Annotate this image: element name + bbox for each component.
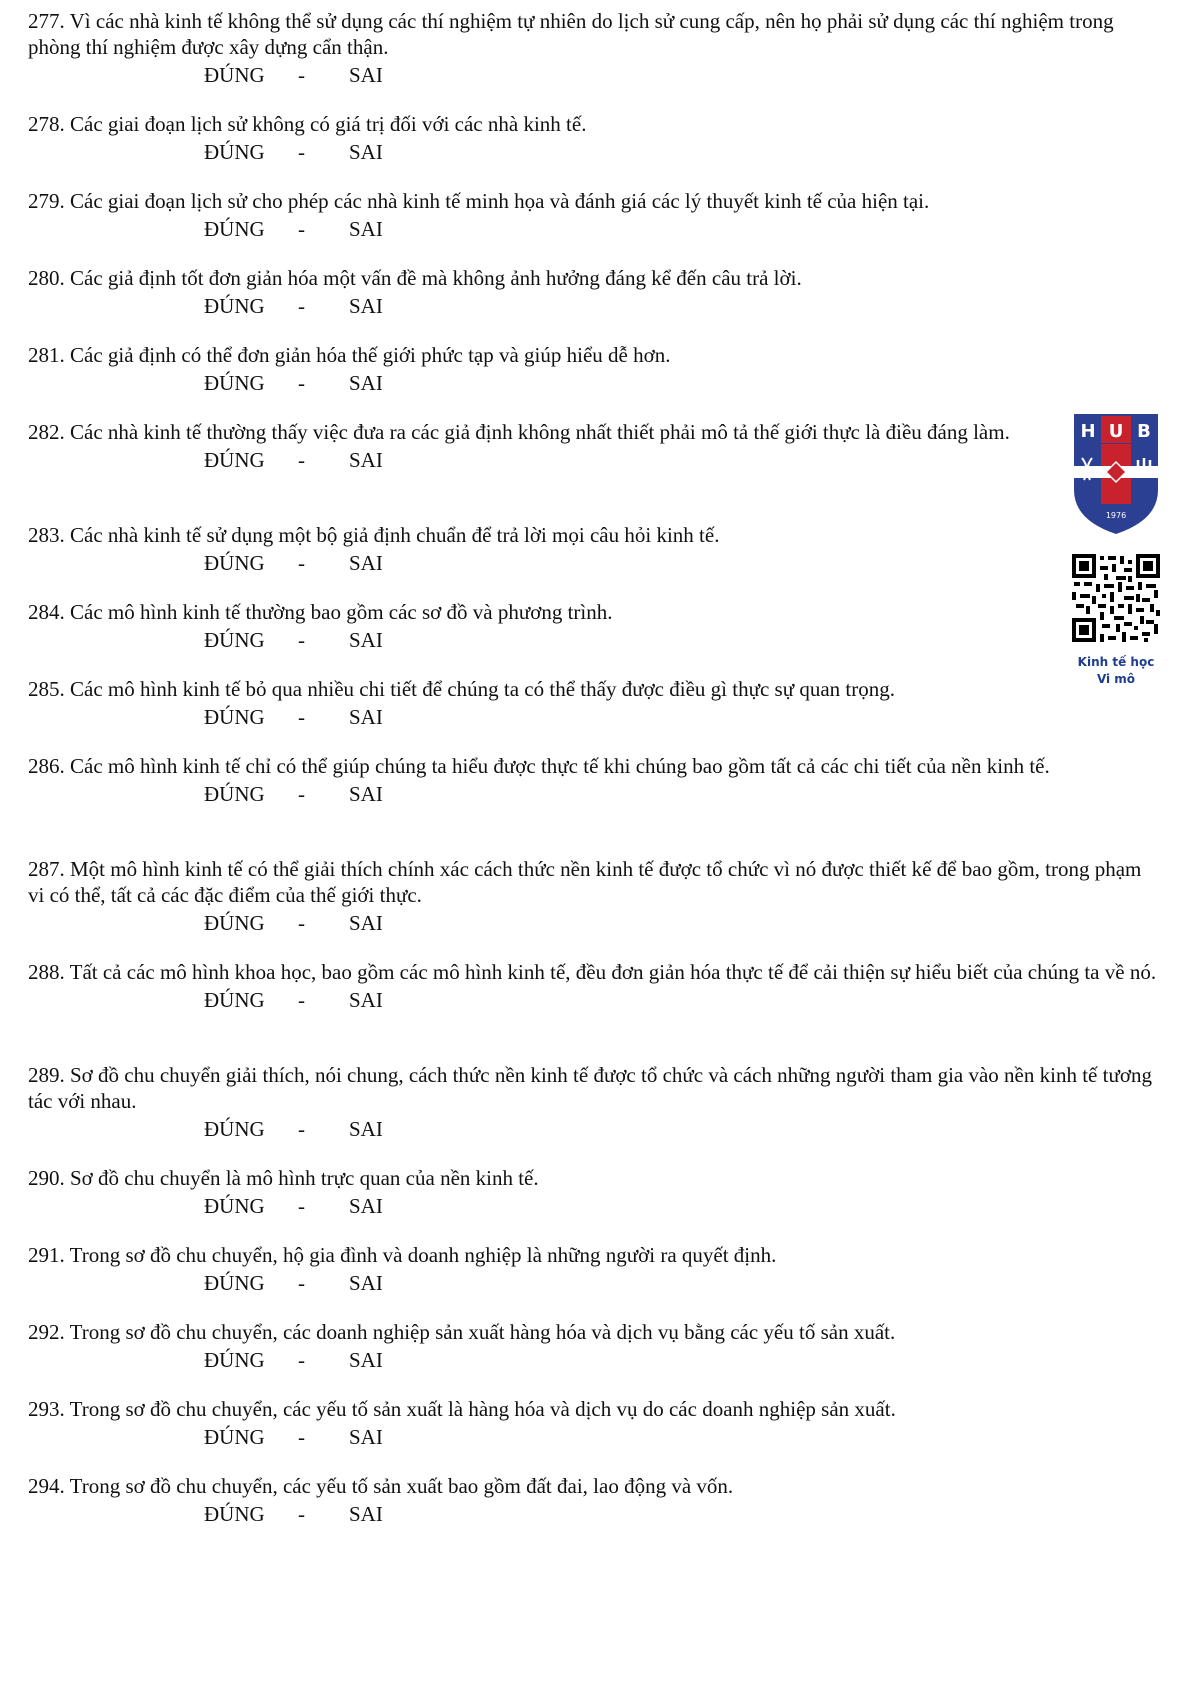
- question-292: [28, 1319, 1158, 1373]
- question-text: 291. Trong sơ đồ chu chuyển, hộ gia đình và doanh nghiệp là những người ra quyết định.: [28, 1243, 777, 1267]
- answer-dash: -: [298, 551, 305, 575]
- answer-true: ĐÚNG: [204, 988, 265, 1012]
- question-text: 288. Tất cả các mô hình khoa học, bao gồm các mô hình kinh tế, đều đơn giản hóa thực tế để cải thiện sự hiểu biết của chúng ta về nó.: [28, 960, 1157, 984]
- caption-line-2: Vi mô: [1096, 672, 1136, 686]
- question-290: [28, 1165, 1158, 1219]
- answer-false: SAI: [349, 1502, 383, 1526]
- answer-false: SAI: [349, 1271, 383, 1295]
- answer-dash: -: [298, 1117, 305, 1141]
- answer-options: [204, 627, 1038, 653]
- question-text: 284. Các mô hình kinh tế thường bao gồm các sơ đồ và phương trình.: [28, 600, 613, 624]
- answer-dash: -: [298, 705, 305, 729]
- answer-true: ĐÚNG: [204, 448, 265, 472]
- answer-true: ĐÚNG: [204, 1117, 265, 1141]
- answer-dash: -: [298, 911, 305, 935]
- answer-false: SAI: [349, 63, 383, 87]
- answer-dash: -: [298, 1348, 305, 1372]
- answer-false: SAI: [349, 294, 383, 318]
- answer-options: [204, 550, 1038, 576]
- answer-dash: -: [298, 217, 305, 241]
- answer-options: [204, 1347, 1158, 1373]
- question-288: [28, 959, 1158, 1013]
- answer-true: ĐÚNG: [204, 371, 265, 395]
- answer-dash: -: [298, 1271, 305, 1295]
- answer-false: SAI: [349, 1194, 383, 1218]
- answer-dash: -: [298, 448, 305, 472]
- question-293: [28, 1396, 1158, 1450]
- answer-dash: -: [298, 1502, 305, 1526]
- answer-false: SAI: [349, 1348, 383, 1372]
- answer-true: ĐÚNG: [204, 217, 265, 241]
- logo-letter-b: B: [1137, 421, 1151, 442]
- answer-false: SAI: [349, 911, 383, 935]
- answer-options: [204, 781, 1158, 807]
- answer-true: ĐÚNG: [204, 911, 265, 935]
- answer-dash: -: [298, 988, 305, 1012]
- answer-false: SAI: [349, 1425, 383, 1449]
- answer-false: SAI: [349, 217, 383, 241]
- answer-dash: -: [298, 1425, 305, 1449]
- question-text: 281. Các giả định có thể đơn giản hóa thế giới phức tạp và giúp hiểu dễ hơn.: [28, 343, 671, 367]
- caption-line-1: Kinh tế học: [1077, 655, 1155, 669]
- question-text: 285. Các mô hình kinh tế bỏ qua nhiều chi tiết để chúng ta có thể thấy được điều gì thực sự quan trọng.: [28, 677, 895, 701]
- question-286: [28, 753, 1158, 807]
- answer-false: SAI: [349, 371, 383, 395]
- answer-options: [204, 1193, 1158, 1219]
- logo-letter-h: H: [1080, 421, 1096, 442]
- question-text: 287. Một mô hình kinh tế có thể giải thích chính xác cách thức nền kinh tế được tổ chức vì nó được thiết kế để bao gồm, trong phạm vi có thể, tất cả các đặc điểm của thế giới thực.: [28, 857, 1142, 907]
- question-283: [28, 522, 1038, 576]
- answer-options: [204, 987, 1158, 1013]
- question-text: 292. Trong sơ đồ chu chuyển, các doanh nghiệp sản xuất hàng hóa và dịch vụ bằng các yếu tố sản xuất.: [28, 1320, 896, 1344]
- answer-false: SAI: [349, 988, 383, 1012]
- answer-options: [204, 293, 1158, 319]
- question-text: 290. Sơ đồ chu chuyển là mô hình trực quan của nền kinh tế.: [28, 1166, 539, 1190]
- question-text: 289. Sơ đồ chu chuyển giải thích, nói chung, cách thức nền kinh tế được tổ chức và cách những người tham gia vào nền kinh tế tương tác với nhau.: [28, 1063, 1152, 1113]
- question-289: [28, 1062, 1158, 1142]
- question-text: 278. Các giai đoạn lịch sử không có giá trị đối với các nhà kinh tế.: [28, 112, 587, 136]
- answer-false: SAI: [349, 551, 383, 575]
- qr-code: [1070, 552, 1162, 644]
- question-text: 280. Các giả định tốt đơn giản hóa một vấn đề mà không ảnh hưởng đáng kể đến câu trả lời.: [28, 266, 802, 290]
- answer-true: ĐÚNG: [204, 782, 265, 806]
- question-280: [28, 265, 1158, 319]
- question-text: 294. Trong sơ đồ chu chuyển, các yếu tố sản xuất bao gồm đất đai, lao động và vốn.: [28, 1474, 734, 1498]
- answer-false: SAI: [349, 448, 383, 472]
- logo-year: 1976: [1105, 511, 1127, 520]
- answer-dash: -: [298, 628, 305, 652]
- answer-options: [204, 704, 1158, 730]
- answer-false: SAI: [349, 1117, 383, 1141]
- answer-dash: -: [298, 140, 305, 164]
- answer-true: ĐÚNG: [204, 1425, 265, 1449]
- question-285: [28, 676, 1158, 730]
- answer-options: [204, 910, 1158, 936]
- hub-logo: [1070, 412, 1162, 536]
- answer-true: ĐÚNG: [204, 63, 265, 87]
- question-294: [28, 1473, 1158, 1527]
- answer-options: [204, 1270, 1158, 1296]
- answer-dash: -: [298, 1194, 305, 1218]
- logo-letter-u: U: [1108, 421, 1124, 442]
- answer-true: ĐÚNG: [204, 140, 265, 164]
- question-text: 279. Các giai đoạn lịch sử cho phép các nhà kinh tế minh họa và đánh giá các lý thuyết kinh tế của hiện tại.: [28, 189, 930, 213]
- answer-dash: -: [298, 294, 305, 318]
- question-278: [28, 111, 1158, 165]
- answer-true: ĐÚNG: [204, 705, 265, 729]
- answer-options: [204, 1116, 1158, 1142]
- answer-true: ĐÚNG: [204, 551, 265, 575]
- question-291: [28, 1242, 1158, 1296]
- question-text: 283. Các nhà kinh tế sử dụng một bộ giả định chuẩn để trả lời mọi câu hỏi kinh tế.: [28, 523, 720, 547]
- answer-false: SAI: [349, 628, 383, 652]
- question-282: [28, 419, 1038, 473]
- question-text: 286. Các mô hình kinh tế chỉ có thể giúp chúng ta hiểu được thực tế khi chúng bao gồm tất cả các chi tiết của nền kinh tế.: [28, 754, 1050, 778]
- question-text: 293. Trong sơ đồ chu chuyển, các yếu tố sản xuất là hàng hóa và dịch vụ do các doanh nghiệp sản xuất.: [28, 1397, 896, 1421]
- logo-caption: [1062, 654, 1170, 688]
- question-284: [28, 599, 1038, 653]
- question-text: 282. Các nhà kinh tế thường thấy việc đưa ra các giả định không nhất thiết phải mô tả thế giới thực là điều đáng làm.: [28, 420, 1010, 444]
- question-281: [28, 342, 1158, 396]
- question-277: [28, 8, 1158, 88]
- answer-false: SAI: [349, 705, 383, 729]
- answer-options: [204, 1501, 1158, 1527]
- answer-dash: -: [298, 782, 305, 806]
- answer-options: [204, 370, 1158, 396]
- answer-options: [204, 216, 1158, 242]
- answer-true: ĐÚNG: [204, 628, 265, 652]
- question-287: [28, 856, 1158, 936]
- question-text: 277. Vì các nhà kinh tế không thể sử dụng các thí nghiệm tự nhiên do lịch sử cung cấp, nên họ phải sử dụng các thí nghiệm trong phòng thí nghiệm được xây dựng cẩn thận.: [28, 9, 1114, 59]
- question-279: [28, 188, 1158, 242]
- answer-options: [204, 1424, 1158, 1450]
- answer-true: ĐÚNG: [204, 1502, 265, 1526]
- answer-dash: -: [298, 371, 305, 395]
- answer-true: ĐÚNG: [204, 294, 265, 318]
- answer-true: ĐÚNG: [204, 1348, 265, 1372]
- answer-true: ĐÚNG: [204, 1271, 265, 1295]
- answer-dash: -: [298, 63, 305, 87]
- answer-false: SAI: [349, 782, 383, 806]
- answer-false: SAI: [349, 140, 383, 164]
- answer-options: [204, 62, 1158, 88]
- answer-options: [204, 139, 1158, 165]
- answer-true: ĐÚNG: [204, 1194, 265, 1218]
- answer-options: [204, 447, 1038, 473]
